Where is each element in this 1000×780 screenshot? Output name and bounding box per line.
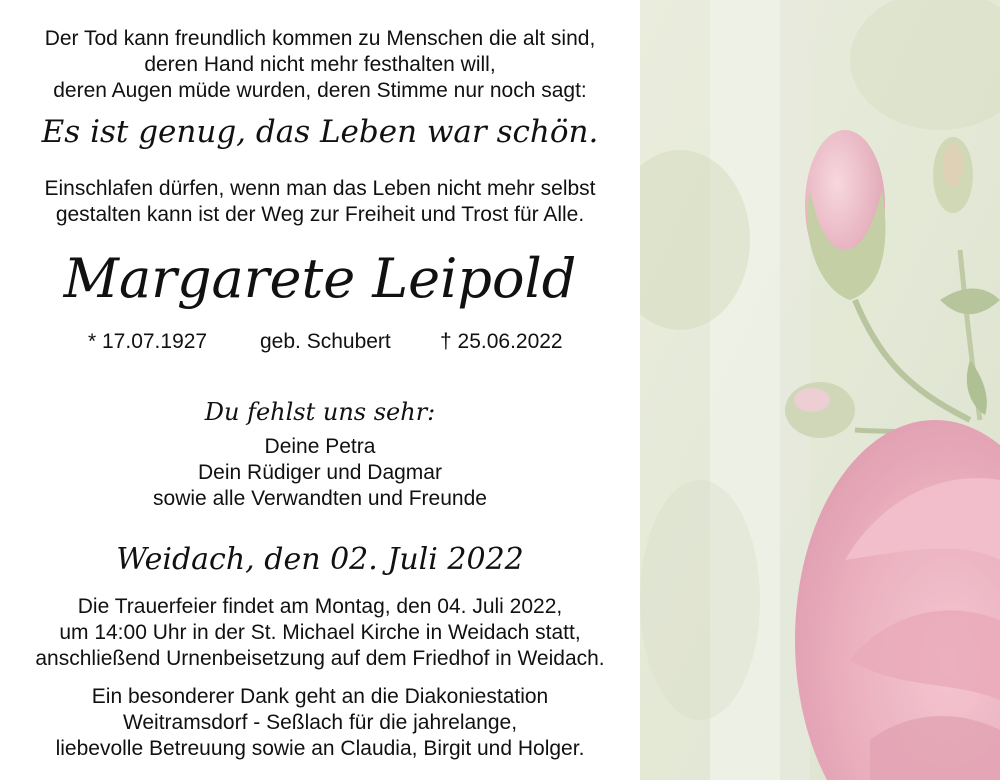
mourners-heading: Du fehlst uns sehr: [204,398,436,426]
birth-date: * 17.07.1927 [88,330,208,353]
verse2-line-1: Einschlafen dürfen, wenn man das Leben nicht mehr selbst [44,177,596,200]
poem-line-3: deren Augen müde wurden, deren Stimme nur noch sagt: [53,79,587,102]
thanks-line-2: Weitramsdorf - Seßlach für die jahrelange, [122,711,518,734]
maiden-name: geb. Schubert [260,330,391,353]
poem-line-1: Der Tod kann freundlich kommen zu Menschen die alt sind, [44,27,596,50]
deceased-name: Margarete Leipold [63,247,577,310]
verse2-line-2: gestalten kann ist der Weg zur Freiheit und Trost für Alle. [55,203,585,226]
poem-quote: Es ist genug, das Leben war schön. [41,114,599,150]
death-date: † 25.06.2022 [440,330,563,353]
poem-line-2: deren Hand nicht mehr festhalten will, [144,53,496,76]
rose-illustration [640,0,1000,780]
mourner-line-3: sowie alle Verwandten und Freunde [153,487,487,510]
place-date: Weidach, den 02. Juli 2022 [116,542,524,577]
mourner-line-1: Deine Petra [264,435,376,458]
thanks-line-3: liebevolle Betreuung sowie an Claudia, Birgit und Holger. [55,737,585,760]
funeral-line-1: Die Trauerfeier findet am Montag, den 04. Juli 2022, [77,595,563,618]
funeral-line-3: anschließend Urnenbeisetzung auf dem Friedhof in Weidach. [35,647,605,670]
rose-photo [640,0,1000,780]
thanks-line-1: Ein besonderer Dank geht an die Diakoniestation [91,685,549,708]
mourner-line-2: Dein Rüdiger und Dagmar [198,461,442,484]
funeral-line-2: um 14:00 Uhr in der St. Michael Kirche in Weidach statt, [59,621,581,644]
